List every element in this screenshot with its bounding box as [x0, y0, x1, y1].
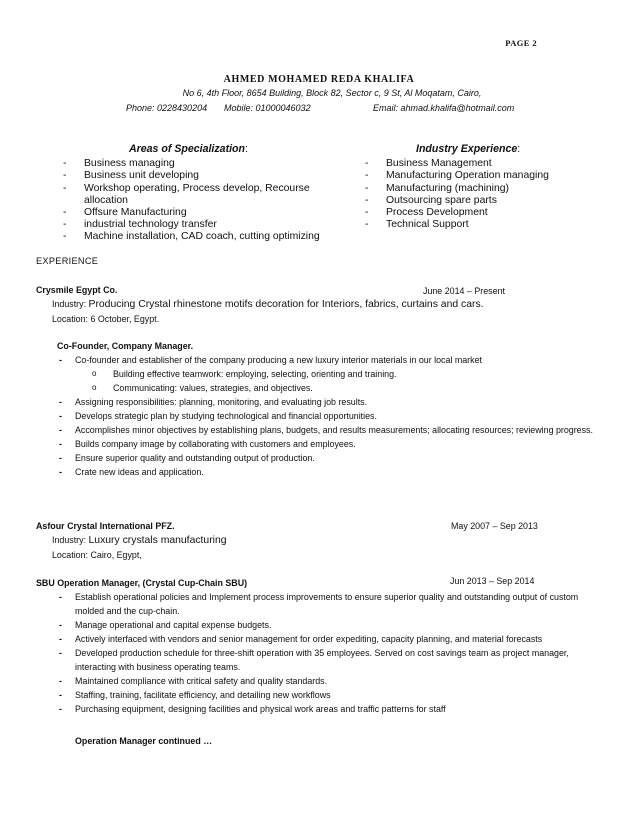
list-item: - Manage operational and capital expense budgets. [57, 618, 597, 632]
list-item: - Crate new ideas and application. [57, 465, 597, 479]
job1-header [36, 283, 484, 326]
job1-company: Crysmile Egypt Co. [36, 285, 118, 295]
list-item: - Accomplishes minor objectives by establishing plans, budgets, and results measurements; allocating resources; reviewing progress. [57, 423, 597, 437]
list-item: - Develops strategic plan by studying technological and financial opportunities. [57, 409, 597, 423]
specialization-column [60, 143, 330, 244]
specialization-title: Areas of Specialization: [129, 143, 248, 155]
list-item: - Business managing [60, 158, 330, 170]
job1-dates: June 2014 – Present [423, 286, 505, 296]
job2-company: Asfour Crystal International PFZ. [36, 521, 175, 531]
continued-note: Operation Manager continued … [75, 736, 213, 746]
list-item: - Ensure superior quality and outstanding output of production. [57, 451, 597, 465]
list-item: - Co-founder and establisher of the company producing a new luxury interior materials in our local market o Building effective teamwork: employing, selecting, orienting and training. o Communicating: values, strategies, and objectives. [57, 353, 597, 395]
list-item: - Developed production schedule for three-shift operation with 35 employees. Served on cost savings team as project manager, interacting with business operating teams. [57, 646, 597, 674]
list-item: - Business unit developing [60, 170, 330, 182]
list-item: - Process Development [362, 207, 602, 219]
list-item: o Communicating: values, strategies, and objectives. [75, 381, 597, 395]
list-item: - Manufacturing (machining) [362, 183, 602, 195]
list-item: - Assigning responsibilities: planning, monitoring, and evaluating job results. [57, 395, 597, 409]
industry-column [362, 143, 602, 231]
list-item: - Outsourcing spare parts [362, 195, 602, 207]
job2-duties [57, 590, 597, 716]
job1-duties [57, 353, 597, 479]
list-item: - Business Management [362, 158, 602, 170]
list-item: - Workshop operating, Process develop, Recourse allocation [60, 183, 330, 207]
list-item: - industrial technology transfer [60, 219, 330, 231]
list-item: - Actively interfaced with vendors and senior management for order expediting, capacity planning, and material forecasts [57, 632, 597, 646]
job2-role-dates: Jun 2013 – Sep 2014 [450, 576, 535, 586]
page-number: PAGE 2 [505, 38, 537, 48]
industry-title: Industry Experience: [416, 143, 521, 155]
address-line: No 6, 4th Floor, 8654 Building, Block 82, Sector c, 9 St, Al Moqatam, Cairo, [182, 88, 482, 98]
candidate-name: AHMED MOHAMED REDA KHALIFA [223, 74, 415, 85]
job1-location: Location: 6 October, Egypt. [52, 314, 160, 324]
job2-dates: May 2007 – Sep 2013 [451, 521, 538, 531]
list-item: - Purchasing equipment, designing facilities and physical work areas and traffic patterns for staff [57, 702, 597, 716]
list-item: - Offsure Manufacturing [60, 207, 330, 219]
list-item: - Technical Support [362, 219, 602, 231]
job2-role: SBU Operation Manager, (Crystal Cup-Chain SBU) [36, 578, 248, 588]
list-item: o Building effective teamwork: employing, selecting, orienting and training. [75, 367, 597, 381]
experience-heading: EXPERIENCE [36, 256, 99, 266]
list-item: - Machine installation, CAD coach, cutting optimizing [60, 231, 330, 243]
job2-header [36, 519, 227, 562]
list-item: - Maintained compliance with critical safety and quality standards. [57, 674, 597, 688]
job1-industry: Industry: Producing Crystal rhinestone motifs decoration for Interiors, fabrics, curtains and cars. [52, 299, 484, 310]
list-item: - Manufacturing Operation managing [362, 170, 602, 182]
phone-number: Phone: 0228430204 [126, 103, 208, 113]
job1-role: Co-Founder, Company Manager. [57, 341, 194, 351]
list-item: - Establish operational policies and Implement process improvements to ensure superior quality and outstanding output of custom molded and the cup-chain. [57, 590, 597, 618]
list-item: - Builds company image by collaborating with customers and employees. [57, 437, 597, 451]
specialization-list [60, 158, 330, 243]
job2-industry: Industry: Luxury crystals manufacturing [52, 535, 227, 546]
mobile-number: Mobile: 01000046032 [224, 103, 311, 113]
job2-location: Location: Cairo, Egypt, [52, 550, 142, 560]
list-item: - Staffing, training, facilitate efficiency, and detailing new workflows [57, 688, 597, 702]
industry-list [362, 158, 602, 231]
email-address: Email: ahmad.khalifa@hotmail.com [373, 103, 515, 113]
